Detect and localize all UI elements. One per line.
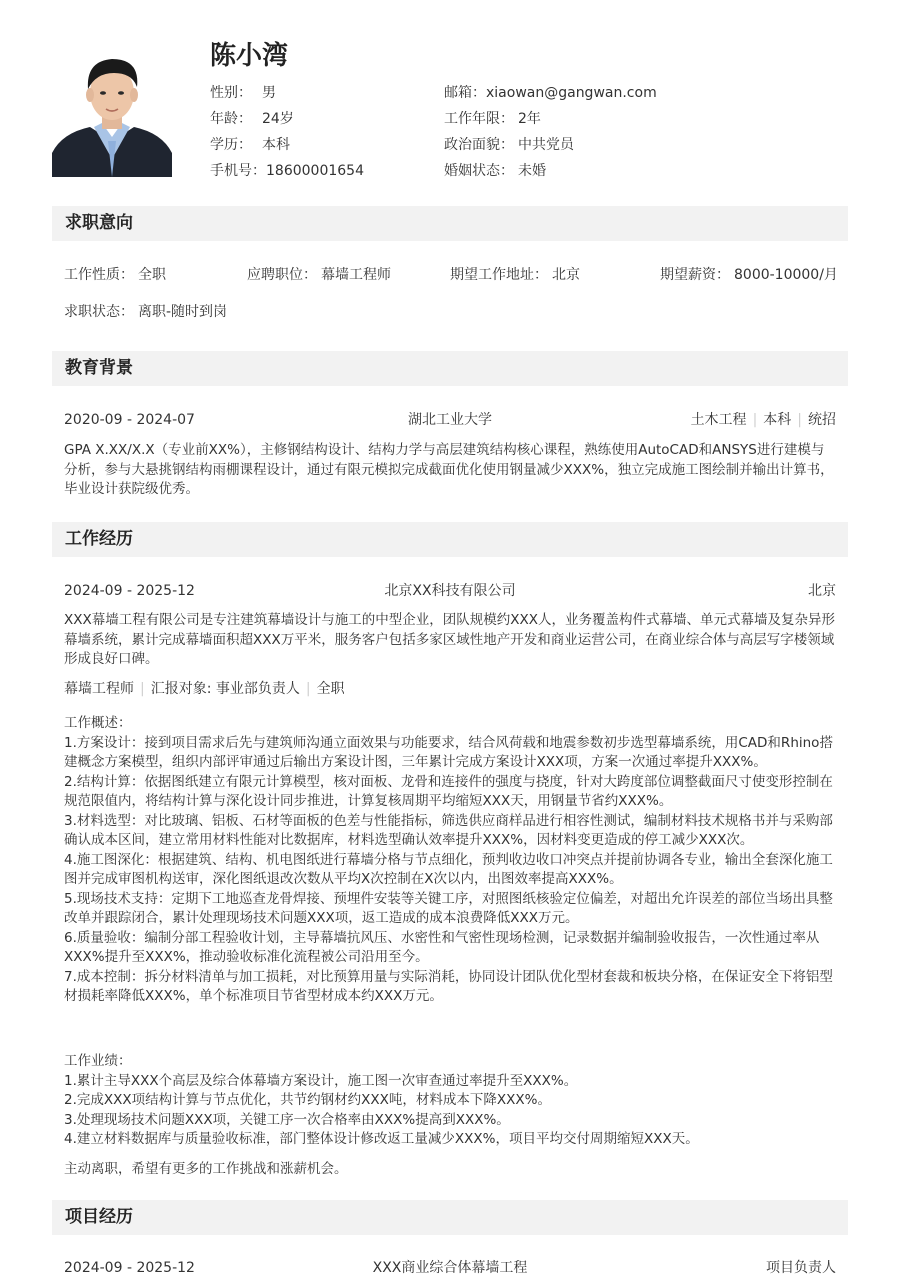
education-school: 湖北工业大学 <box>408 412 492 428</box>
overview-item: 2.结构计算：依据图纸建立有限元计算模型，核对面板、龙骨和连接件的强度与挠度，针对大跨度部位调整截面尺寸使变形控制在规范限值内，将结构计算与深化设计同步推进，计算复核周期平均缩短XXX天，用钢量节省约XXX%。 <box>64 773 833 809</box>
work-header <box>64 581 836 601</box>
intent-location-label: 期望工作地址： <box>450 267 548 283</box>
section-education <box>52 351 848 386</box>
info-education <box>210 135 290 155</box>
intent-position-value: 幕墙工程师 <box>321 267 391 283</box>
section-projects <box>52 1200 848 1235</box>
education-major: 土木工程 <box>690 412 747 428</box>
overview-item: 7.成本控制：拆分材料清单与加工损耗，对比预算用量与实际消耗，协同设计团队优化型材套裁和板块分格，在保证安全下将铝型材损耗率降低XXX%，单个标准项目节省型材成本约XXX万元。 <box>64 968 833 1004</box>
achievement-item: 2.完成XXX项结构计算与节点优化，共节约钢材约XXX吨，材料成本下降XXX%。 <box>64 1092 551 1108</box>
edu-value: 本科 <box>262 137 290 153</box>
phone-value: 18600001654 <box>266 163 364 179</box>
avatar <box>52 41 172 177</box>
education-mode: 统招 <box>808 412 836 428</box>
info-years <box>444 109 541 129</box>
project-header <box>64 1258 836 1278</box>
achievement-item: 1.累计主导XXX个高层及综合体幕墙方案设计，施工图一次审查通过率提升至XXX%。 <box>64 1072 578 1089</box>
overview-item: 3.材料选型：对比玻璃、铝板、石材等面板的色差与性能指标，筛选供应商样品进行相容性测试，编制材料技术规格书并与采购部确认成本区间，建立常用材料性能对比数据库，材料选型确认效率提升XXX%，因材料变更造成的停工减少XXX次。 <box>64 812 833 848</box>
gender-value: 男 <box>262 85 276 101</box>
project-period: 2024-09 - 2025-12 <box>64 1260 195 1276</box>
email-value: xiaowan@gangwan.com <box>486 85 657 101</box>
work-achievements <box>64 1052 836 1150</box>
intent-position-label: 应聘职位： <box>247 267 317 283</box>
info-politics <box>444 135 574 155</box>
section-title: 项目经历 <box>65 1207 133 1227</box>
divider: | <box>752 412 758 428</box>
info-email <box>444 83 657 103</box>
project-role: 项目负责人 <box>766 1260 836 1276</box>
divider: | <box>140 681 145 697</box>
divider: | <box>305 681 311 697</box>
work-period: 2024-09 - 2025-12 <box>64 583 195 599</box>
education-degree: 本科 <box>763 412 792 428</box>
overview-item: 4.施工图深化：根据建筑、结构、机电图纸进行幕墙分格与节点细化，预判收边收口冲突点并提前协调各专业，输出全套深化施工图并完成审图机构送审，深化图纸退改次数从平均X次控制在X次以内，出图效率提高XXX%。 <box>64 851 833 887</box>
info-phone <box>210 161 364 181</box>
profile-photo <box>52 41 172 177</box>
divider: | <box>797 412 802 428</box>
company-description: XXX幕墙工程有限公司是专注建筑幕墙设计与施工的中型企业，团队规模约XXX人，业务覆盖构件式幕墙、单元式幕墙及复杂异形幕墙系统，累计完成幕墙面积超XXX万平米，服务客户包括多家区域性地产开发和商业运营公司，在商业综合体与高层写字楼领域形成良好口碑。 <box>64 612 835 667</box>
work-job-type: 全职 <box>316 681 345 697</box>
section-job-intent <box>52 206 848 241</box>
work-company: 北京XX科技有限公司 <box>384 583 516 599</box>
work-job-title: 幕墙工程师 <box>64 681 134 697</box>
section-work <box>52 522 848 557</box>
overview-item: 5.现场技术支持：定期下工地巡查龙骨焊接、预埋件安装等关键工序，对照图纸核验定位偏差，对超出允许误差的部位当场出具整改单并跟踪闭合，累计处理现场技术问题XXX项，返工造成的成本浪费降低XXX万元。 <box>64 890 833 926</box>
politics-label: 政治面貌： <box>444 137 514 153</box>
years-label: 工作年限： <box>444 111 514 127</box>
work-role-line <box>64 679 836 699</box>
project-name: XXX商业综合体幕墙工程 <box>372 1260 528 1276</box>
phone-label: 手机号： <box>210 163 266 179</box>
education-period: 2020-09 - 2024-07 <box>64 412 195 428</box>
intent-status-value: 离职-随时到岗 <box>138 304 228 320</box>
work-overview <box>64 714 836 1007</box>
marital-value: 未婚 <box>518 163 546 179</box>
intent-type-label: 工作性质： <box>64 267 134 283</box>
info-gender <box>210 83 276 103</box>
achievement-item: 3.处理现场技术问题XXX项，关键工序一次合格率由XXX%提高到XXX%。 <box>64 1111 510 1128</box>
years-value: 2年 <box>518 111 541 127</box>
work-city: 北京 <box>808 583 836 599</box>
intent-status <box>64 302 227 322</box>
intent-type-value: 全职 <box>138 267 166 283</box>
age-value: 24岁 <box>262 111 294 127</box>
work-report-to: 汇报对象: 事业部负责人 <box>150 681 300 697</box>
email-label: 邮箱： <box>444 85 486 101</box>
gender-label: 性别： <box>210 85 252 101</box>
edu-label: 学历： <box>210 137 252 153</box>
marital-label: 婚姻状态： <box>444 163 514 179</box>
politics-value: 中共党员 <box>518 137 574 153</box>
overview-item: 1.方案设计：接到项目需求后先与建筑师沟通立面效果与功能要求，结合风荷载和地震参数初步选型幕墙系统，用CAD和Rhino搭建概念方案模型，组织内部评审通过后输出方案设计图，三年累计完成方案设计XXX项，方案一次通过率提升XXX%。 <box>64 734 833 770</box>
education-header <box>64 410 836 430</box>
leave-reason: 主动离职，希望有更多的工作挑战和涨薪机会。 <box>64 1161 348 1177</box>
intent-salary <box>660 265 838 285</box>
section-title: 工作经历 <box>65 529 133 549</box>
intent-salary-label: 期望薪资： <box>660 267 730 283</box>
education-meta <box>691 410 836 430</box>
candidate-name: 陈小湾 <box>210 41 289 71</box>
intent-location <box>450 265 580 285</box>
intent-salary-value: 8000-10000/月 <box>734 267 838 283</box>
section-title: 教育背景 <box>65 358 133 378</box>
intent-position <box>247 265 391 285</box>
section-title: 求职意向 <box>65 213 133 233</box>
achievements-title: 工作业绩： <box>64 1053 132 1069</box>
info-age <box>210 109 294 129</box>
age-label: 年龄： <box>210 111 252 127</box>
overview-item: 6.质量验收：编制分部工程验收计划，主导幕墙抗风压、水密性和气密性现场检测，记录数据并编制验收报告，一次性通过率从XXX%提升至XXX%，推动验收标准化流程被公司沿用至今。 <box>64 929 820 965</box>
achievement-item: 4.建立材料数据库与质量验收标准，部门整体设计修改返工量减少XXX%，项目平均交付周期缩短XXX天。 <box>64 1131 699 1147</box>
info-marital <box>444 161 546 181</box>
education-description: GPA X.XX/X.X（专业前XX%），主修钢结构设计、结构力学与高层建筑结构核心课程，熟练使用AutoCAD和ANSYS进行建模与分析，参与大悬挑钢结构雨棚课程设计，通过有限元模拟完成截面优化使用钢量减少XXX%，独立完成施工图绘制并输出计算书，毕业设计获院级优秀。 <box>64 442 834 497</box>
intent-type <box>64 265 166 285</box>
intent-status-label: 求职状态： <box>64 304 134 320</box>
intent-location-value: 北京 <box>552 267 580 283</box>
overview-title: 工作概述： <box>64 715 132 731</box>
